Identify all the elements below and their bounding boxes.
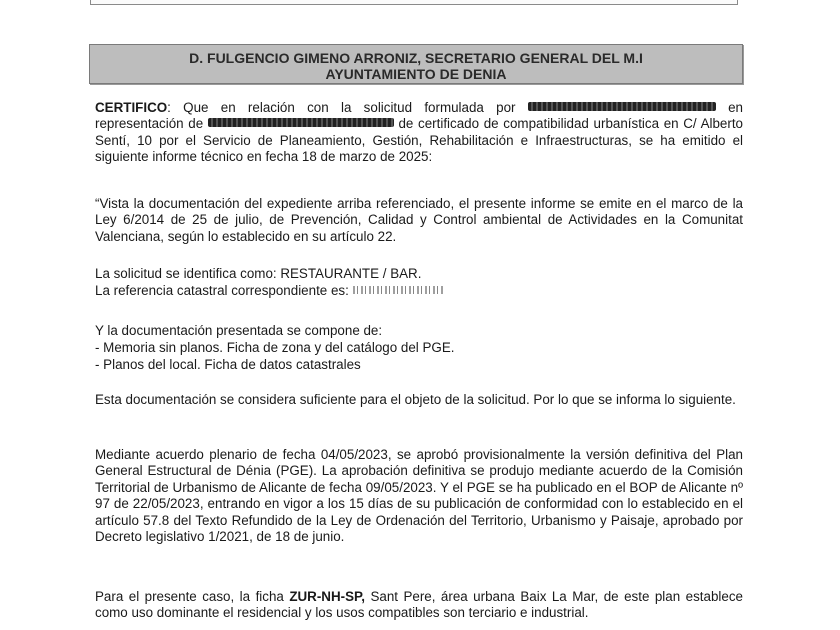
header-reference-box (90, 0, 738, 5)
documentacion-item: - Memoria sin planos. Ficha de zona y del catálogo del PGE. (95, 340, 455, 355)
redacted-name (528, 102, 716, 111)
certifico-label: CERTIFICO (95, 100, 168, 115)
certifico-text-1: : Que en relación con la solicitud formulada por (167, 100, 516, 115)
suficiente-paragraph: Esta documentación se considera suficiente para el objeto de la solicitud. Por lo que se informa lo siguiente. (95, 392, 736, 407)
zone-code: ZUR-NH-SP, (289, 589, 365, 604)
certifico-text-2: en representación de (95, 100, 743, 132)
certifico-paragraph (95, 100, 743, 166)
documentacion-intro: Y la documentación presentada se compone de: (95, 323, 383, 338)
presente-text-1: Para el presente caso, la ficha (95, 589, 284, 604)
redacted-company (208, 118, 394, 127)
title-line-2: AYUNTAMIENTO DE DENIA (325, 66, 507, 82)
presente-text-2: Sant Pere, área urbana Baix La Mar, de este plan establece como uso dominante el residencial y los usos compatibles son terciario e industrial. (95, 589, 743, 621)
blurred-cadastral-reference (353, 286, 445, 294)
catastral-label: La referencia catastral correspondiente es: (95, 283, 349, 298)
catastral-line (95, 283, 445, 299)
certifico-text-3: de certificado de compatibilidad urbanística en C/ Alberto Sentí, 10 por el Servicio de Planeamiento, Gestión, Rehabilitación e Infraestructuras, se ha emitido el siguiente informe técnico en fecha 18 de marzo de 2025: (95, 116, 743, 165)
solicitud-line: La solicitud se identifica como: RESTAURANTE / BAR. (95, 266, 422, 281)
documentacion-item: - Planos del local. Ficha de datos catastrales (95, 357, 361, 372)
presente-paragraph (95, 589, 743, 622)
document-title-box (89, 44, 743, 84)
vista-paragraph: “Vista la documentación del expediente arriba referenciado, el presente informe se emite en el marco de la Ley 6/2014 de 25 de julio, de Prevención, Calidad y Control ambiental de Actividades en la Comunitat Valenciana, según lo establecido en su artículo 22. (95, 196, 743, 244)
acuerdo-paragraph: Mediante acuerdo plenario de fecha 04/05/2023, se aprobó provisionalmente la versión definitiva del Plan General Estructural de Dénia (PGE). La aprobación definitiva se produjo mediante acuerdo de la Comisión Territorial de Urbanismo de Alicante de fecha 09/05/2023. Y el PGE se ha publicado en el BOP de Alicante nº 97 de 22/05/2023, entrando en vigor a los 15 días de su publicación de conformidad con lo establecido en el artículo 57.8 del Texto Refundido de la Ley de Ordenación del Territorio, Urbanismo y Paisaje, aprobado por Decreto legislativo 1/2021, de 18 de junio. (95, 447, 743, 545)
title-line-1: D. FULGENCIO GIMENO ARRONIZ, SECRETARIO GENERAL DEL M.I (189, 50, 643, 66)
